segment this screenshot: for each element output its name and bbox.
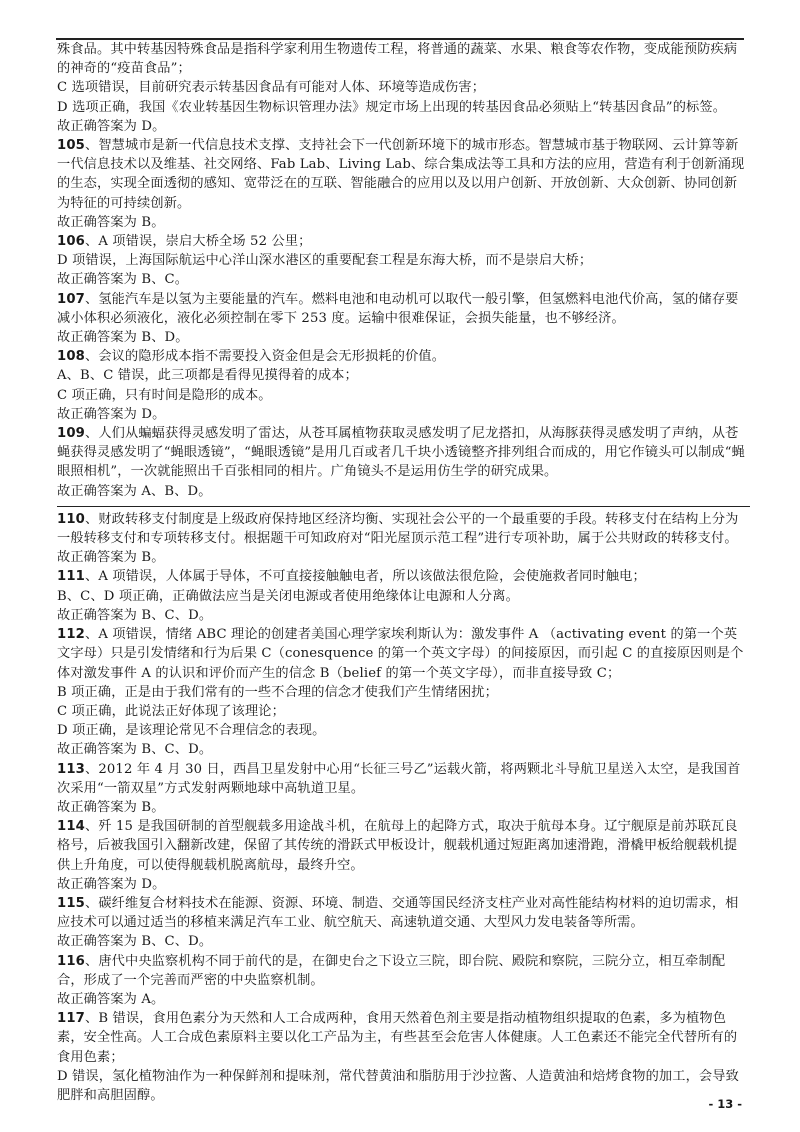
paragraph-text: D 项正确，是该理论常见不合理信念的表现。 bbox=[57, 723, 326, 739]
answer-line bbox=[57, 702, 750, 721]
paragraph-text: D 选项正确，我国《农业转基因生物标识管理办法》规定市场上出现的转基因食品必须贴上“转基因食品”的标签。 bbox=[57, 99, 727, 115]
paragraph-text: 故正确答案为 B。 bbox=[57, 550, 165, 566]
paragraph-text: 故正确答案为 B、C。 bbox=[57, 272, 189, 288]
answer-line bbox=[57, 740, 750, 759]
question-number: 113 bbox=[57, 761, 85, 777]
answer-line bbox=[57, 875, 750, 894]
question-number: 106 bbox=[57, 234, 85, 250]
question-number: 110 bbox=[57, 511, 85, 527]
question-explanation bbox=[57, 817, 750, 875]
question-explanation bbox=[57, 424, 750, 482]
answer-line bbox=[57, 251, 750, 270]
question-number: 112 bbox=[57, 627, 85, 643]
paragraph-text: B 项正确，正是由于我们常有的一些不合理的信念才使我们产生情绪困扰； bbox=[57, 684, 498, 700]
paragraph-text: 故正确答案为 A、B、D。 bbox=[57, 483, 212, 499]
question-explanation bbox=[57, 567, 750, 586]
paragraph-text: 殊食品。其中转基因特殊食品是指科学家利用生物遗传工程，将普通的蔬菜、水果、粮食等农作物，变成能预防疾病的神奇的“疫苗食品”； bbox=[57, 42, 738, 77]
paragraph-text: 、智慧城市是新一代信息技术支撑、支持社会下一代创新环境下的城市形态。智慧城市基于物联网、云计算等新一代信息技术以及维基、社交网络、Fab Lab、Living Lab、综合集成法等工具和方法的应用，营造有利于创新涌现的生态，实现全面透彻的感知、宽带泛在的互联、智能融合的应用以及以用户创新、开放创新、大众创新、协同创新为特征的可持续创新。 bbox=[57, 138, 745, 211]
paragraph-text: 、2012 年 4 月 30 日，西昌卫星发射中心用“长征三号乙”运载火箭，将两颗北斗导航卫星送入太空，是我国首次采用“一箭双星”方式发射两颗地球中高轨道卫星。 bbox=[57, 761, 741, 796]
paragraph-text: 、A 项错误，人体属于导体，不可直接接触触电者，所以该做法很危险，会使施救者同时触电； bbox=[84, 569, 646, 585]
paragraph-text: 、氢能汽车是以氢为主要能量的汽车。燃料电池和电动机可以取代一般引擎，但氢燃料电池代价高，氢的储存要减小体积必须液化，液化必须控制在零下 253 度。运输中很难保证，会损失能量，也不够经济。 bbox=[57, 291, 739, 326]
answer-line bbox=[57, 213, 750, 232]
question-number: 117 bbox=[57, 1011, 85, 1027]
paragraph-text: 、A 项错误，崇启大桥全场 52 公里； bbox=[84, 234, 312, 250]
paragraph-text: 故正确答案为 D。 bbox=[57, 118, 166, 134]
paragraph-text: A、B、C 错误，此三项都是看得见摸得着的成本； bbox=[57, 368, 358, 384]
paragraph-text: 、人们从蝙蝠获得灵感发明了雷达，从苍耳属植物获取灵感发明了尼龙搭扣，从海豚获得灵感发明了声纳，从苍蝇获得灵感发明了“蝇眼透镜”，“蝇眼透镜”是用几百或者几千块小透镜整齐排列组合而成的，用它作镜头可以制成“蝇眼照相机”，一次就能照出千百张相同的相片。广角镜头不是运用仿生学的研究成果。 bbox=[57, 426, 745, 480]
page-content bbox=[57, 40, 750, 1105]
question-explanation bbox=[57, 136, 750, 213]
answer-line bbox=[57, 270, 750, 289]
answer-line bbox=[57, 798, 750, 817]
question-explanation bbox=[57, 510, 750, 548]
answer-line bbox=[57, 548, 750, 567]
question-number: 114 bbox=[57, 819, 85, 835]
question-explanation bbox=[57, 232, 750, 251]
paragraph-text: C 项正确，只有时间是隐形的成本。 bbox=[57, 387, 272, 403]
question-explanation bbox=[57, 290, 750, 328]
paragraph-text: 故正确答案为 D。 bbox=[57, 406, 166, 422]
answer-line bbox=[57, 1067, 750, 1105]
paragraph-text: 、财政转移支付制度是上级政府保持地区经济均衡、实现社会公平的一个最重要的手段。转移支付在结构上分为一般转移支付和专项转移支付。根据题干可知政府对“阳光屋顶示范工程”进行专项补助，属于公共财政的转移支付。 bbox=[57, 511, 739, 547]
answer-line bbox=[57, 98, 750, 117]
answer-line bbox=[57, 386, 750, 405]
paragraph-text: 、碳纤维复合材料技术在能源、资源、环境、制造、交通等国民经济支柱产业对高性能结构材料的迫切需求，相应技术可以通过适当的移植来满足汽车工业、航空航天、高速轨道交通、大型风力发电装备等所需。 bbox=[57, 895, 739, 931]
paragraph-text: 、会议的隐形成本指不需要投入资金但是会无形损耗的价值。 bbox=[84, 349, 446, 365]
paragraph-text: C 项正确，此说法正好体现了该理论； bbox=[57, 703, 285, 719]
paragraph-text: D 错误，氢化植物油作为一种保鲜剂和提味剂，常代替黄油和脂肪用于沙拉酱、人造黄油和焙烤食物的加工，会导致肥胖和高胆固醇。 bbox=[57, 1068, 739, 1103]
paragraph-text: 故正确答案为 B。 bbox=[57, 214, 165, 230]
answer-line bbox=[57, 405, 750, 424]
paragraph-text: 故正确答案为 B。 bbox=[57, 799, 165, 815]
answer-line bbox=[57, 721, 750, 740]
question-explanation bbox=[57, 894, 750, 932]
paragraph-text: 故正确答案为 B、C、D。 bbox=[57, 934, 213, 950]
paragraph-text: 、唐代中央监察机构不同于前代的是，在御史台之下设立三院，即台院、殿院和察院，三院分立，相互牵制配合，形成了一个完善而严密的中央监察机制。 bbox=[57, 953, 726, 988]
paragraph-text: 故正确答案为 D。 bbox=[57, 876, 166, 892]
paragraph-text: B、C、D 项正确，正确做法应当是关闭电源或者使用绝缘体让电源和人分离。 bbox=[57, 588, 519, 604]
paragraph-text: 故正确答案为 A。 bbox=[57, 991, 165, 1007]
answer-line bbox=[57, 932, 750, 951]
question-number: 115 bbox=[57, 895, 85, 911]
question-number: 116 bbox=[57, 953, 85, 969]
answer-line bbox=[57, 482, 750, 501]
answer-line bbox=[57, 78, 750, 97]
paragraph-text: 、A 项错误，情绪 ABC 理论的创建者美国心理学家埃利斯认为：激发事件 A （activating event 的第一个英文字母）只是引发情绪和行为后果 C（conesquence 的第一个英文字母）的间接原因，而引起 C 的直接原因则是个体对激发事件 A 的认识和评价而产生的信念 B（belief 的第一个英文字母），而非直接导致 C； bbox=[57, 627, 744, 681]
question-explanation bbox=[57, 1009, 750, 1067]
question-number: 108 bbox=[57, 349, 85, 365]
question-number: 111 bbox=[57, 569, 85, 585]
question-explanation bbox=[57, 760, 750, 798]
question-number: 107 bbox=[57, 291, 85, 307]
paragraph-text: 故正确答案为 B、C、D。 bbox=[57, 607, 213, 623]
paragraph-text: C 选项错误，目前研究表示转基因食品有可能对人体、环境等造成伤害； bbox=[57, 80, 486, 96]
question-number: 109 bbox=[57, 426, 85, 442]
answer-line bbox=[57, 606, 750, 625]
answer-line bbox=[57, 587, 750, 606]
paragraph-text: 故正确答案为 B、D。 bbox=[57, 330, 189, 346]
answer-line bbox=[57, 683, 750, 702]
answer-line bbox=[57, 990, 750, 1009]
paragraph-text: D 项错误，上海国际航运中心洋山深水港区的重要配套工程是东海大桥，而不是崇启大桥； bbox=[57, 253, 593, 269]
answer-line bbox=[57, 366, 750, 385]
answer-line bbox=[57, 40, 750, 78]
paragraph-text: 故正确答案为 B、C、D。 bbox=[57, 742, 213, 758]
question-explanation bbox=[57, 952, 750, 990]
question-number: 105 bbox=[57, 138, 85, 154]
answer-line bbox=[57, 117, 750, 136]
question-explanation bbox=[57, 347, 750, 366]
answer-line bbox=[57, 328, 750, 347]
section-divider bbox=[57, 506, 750, 507]
page-number: - 13 - bbox=[708, 1097, 742, 1111]
question-explanation bbox=[57, 625, 750, 683]
paragraph-text: 、B 错误，食用色素分为天然和人工合成两种，食用天然着色剂主要是指动植物组织提取的色素，多为植物色素，安全性高。人工合成色素原料主要以化工产品为主，有些甚至会危害人体健康。人工色素还不能完全代替所有的食用色素； bbox=[57, 1011, 738, 1065]
paragraph-text: 、歼 15 是我国研制的首型舰载多用途战斗机，在航母上的起降方式，取决于航母本身。辽宁舰原是前苏联瓦良格号，后被我国引入翻新改建，保留了其传统的滑跃式甲板设计，舰载机通过短距离加速滑跑，滑橇甲板给舰载机提供上升角度，可以使得舰载机脱离航母，最终升空。 bbox=[57, 819, 738, 873]
